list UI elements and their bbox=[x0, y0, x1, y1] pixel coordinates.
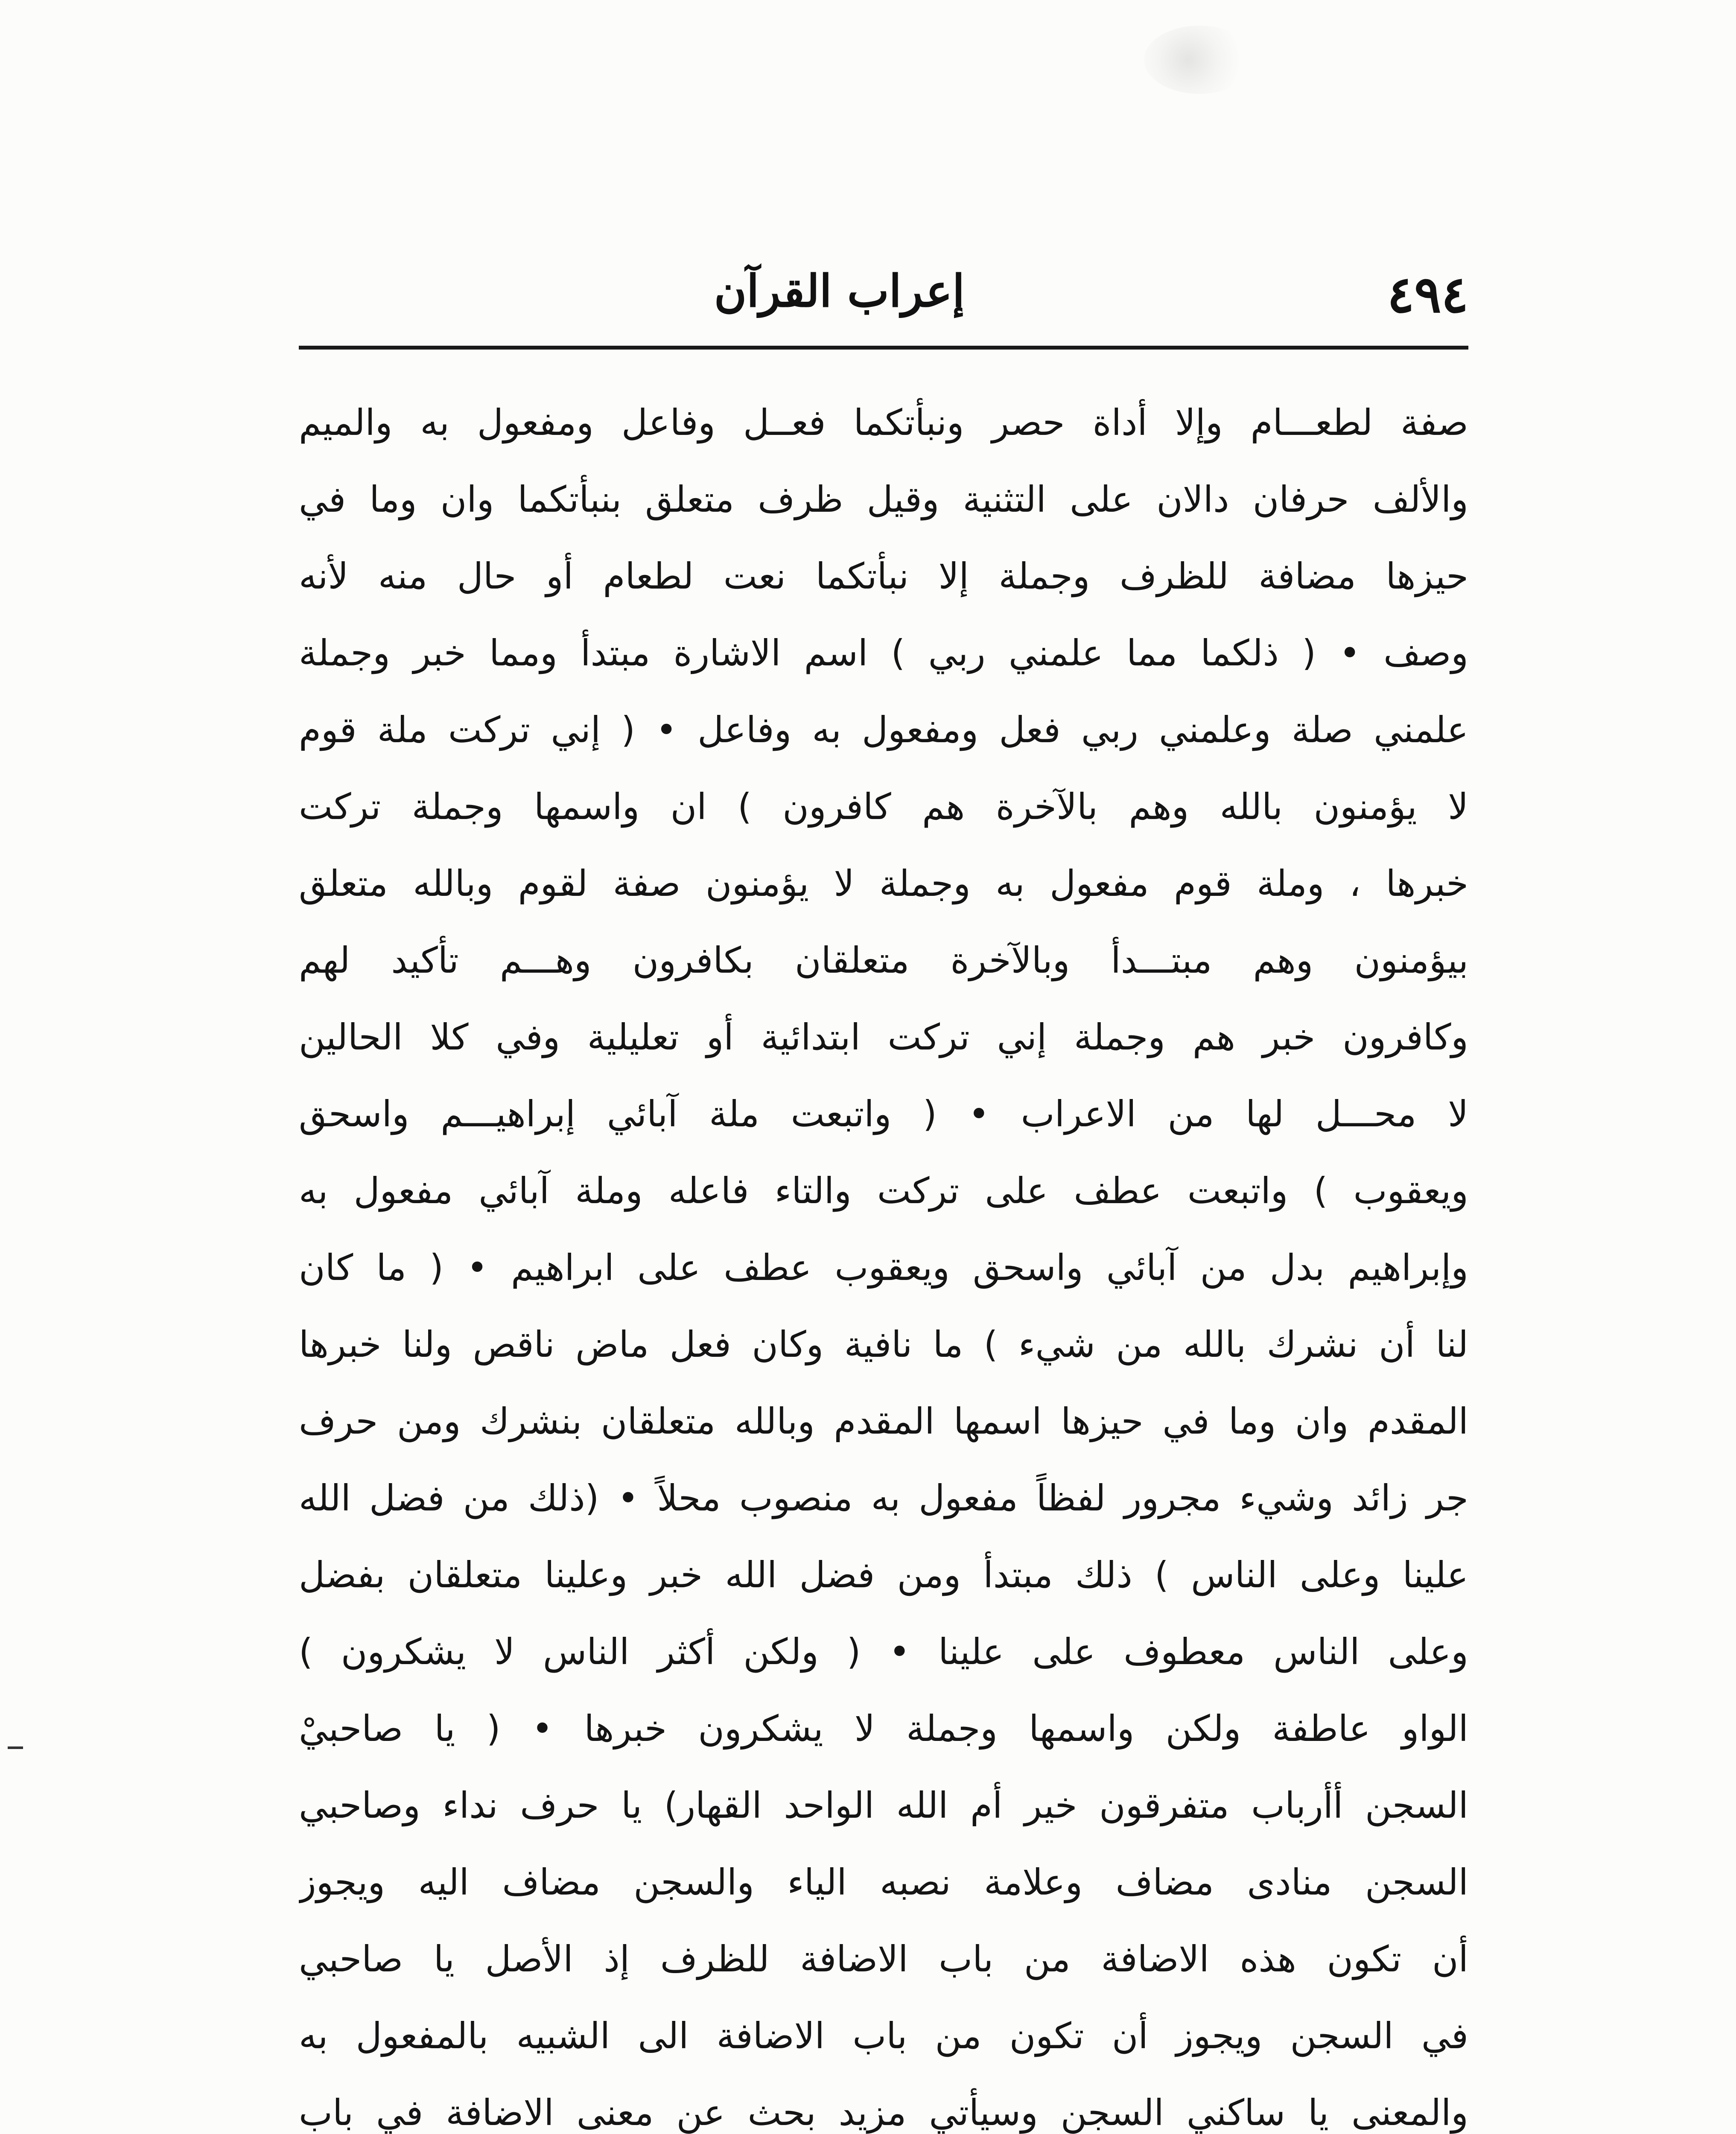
page-header bbox=[299, 256, 1468, 333]
text-line: في السجن ويجوز أن تكون من باب الاضافة الى الشبيه بالمفعول به bbox=[299, 2015, 1468, 2057]
text-line: السجن منادى مضاف وعلامة نصبه الياء والسجن مضاف اليه ويجوز bbox=[299, 1861, 1468, 1903]
text-line: المقدم وان وما في حيزها اسمها المقدم وبالله متعلقان بنشرك ومن حرف bbox=[299, 1400, 1468, 1442]
page-number: ٤٩٤ bbox=[1387, 265, 1468, 324]
text-line: صفة لطعـــام وإلا أداة حصر ونبأتكما فعــل وفاعل ومفعول به والميم bbox=[299, 402, 1468, 443]
body-text bbox=[299, 384, 1468, 2134]
text-line: خبرها ، وملة قوم مفعول به وجملة لا يؤمنون صفة لقوم وبالله متعلق bbox=[299, 863, 1468, 904]
text-line: وإبراهيم بدل من آبائي واسحق ويعقوب عطف على ابراهيم • ( ما كان bbox=[299, 1247, 1468, 1289]
text-line: جر زائد وشيء مجرور لفظاً مفعول به منصوب محلاً • (ذلك من فضل الله bbox=[299, 1477, 1468, 1519]
text-line: السجن أأرباب متفرقون خير أم الله الواحد القهار) يا حرف نداء وصاحبي bbox=[299, 1784, 1468, 1826]
text-line: علينا وعلى الناس ) ذلك مبتدأ ومن فضل الله خبر وعلينا متعلقان بفضل bbox=[299, 1554, 1468, 1596]
text-line: ويعقوب ) واتبعت عطف على تركت والتاء فاعله وملة آبائي مفعول به bbox=[299, 1170, 1468, 1212]
text-line: أن تكون هذه الاضافة من باب الاضافة للظرف إذ الأصل يا صاحبي bbox=[299, 1938, 1468, 1980]
text-line: وعلى الناس معطوف على علينا • ( ولكن أكثر الناس لا يشكرون ) bbox=[299, 1631, 1468, 1673]
text-line: لا محـــل لها من الاعراب • ( واتبعت ملة آبائي إبراهيـــم واسحق bbox=[299, 1093, 1468, 1135]
header-rule bbox=[299, 346, 1468, 350]
margin-mark bbox=[8, 1746, 23, 1749]
running-title: إعراب القرآن bbox=[714, 265, 965, 317]
text-line: لنا أن نشرك بالله من شيء ) ما نافية وكان فعل ماض ناقص ولنا خبرها bbox=[299, 1324, 1468, 1365]
text-line: وصف • ( ذلكما مما علمني ربي ) اسم الاشارة مبتدأ ومما خبر وجملة bbox=[299, 632, 1468, 674]
text-line: لا يؤمنون بالله وهم بالآخرة هم كافرون ) ان واسمها وجملة تركت bbox=[299, 786, 1468, 828]
text-line: علمني صلة وعلمني ربي فعل ومفعول به وفاعل • ( إني تركت ملة قوم bbox=[299, 709, 1468, 751]
text-line: حيزها مضافة للظرف وجملة إلا نبأتكما نعت لطعام أو حال منه لأنه bbox=[299, 555, 1468, 597]
text-line: والألف حرفان دالان على التثنية وقيل ظرف متعلق بنبأتكما وان وما في bbox=[299, 478, 1468, 520]
text-line: وكافرون خبر هم وجملة إني تركت ابتدائية أو تعليلية وفي كلا الحالين bbox=[299, 1016, 1468, 1058]
text-line: الواو عاطفة ولكن واسمها وجملة لا يشكرون خبرها • ( يا صاحبيْ bbox=[299, 1708, 1468, 1749]
text-line: والمعنى يا ساكني السجن وسيأتي مزيد بحث عن معنى الاضافة في باب bbox=[299, 2092, 1468, 2134]
scan-speckle bbox=[1144, 26, 1255, 94]
text-line: بيؤمنون وهم مبتـــدأ وبالآخرة متعلقان بكافرون وهـــم تأكيد لهم bbox=[299, 939, 1468, 981]
